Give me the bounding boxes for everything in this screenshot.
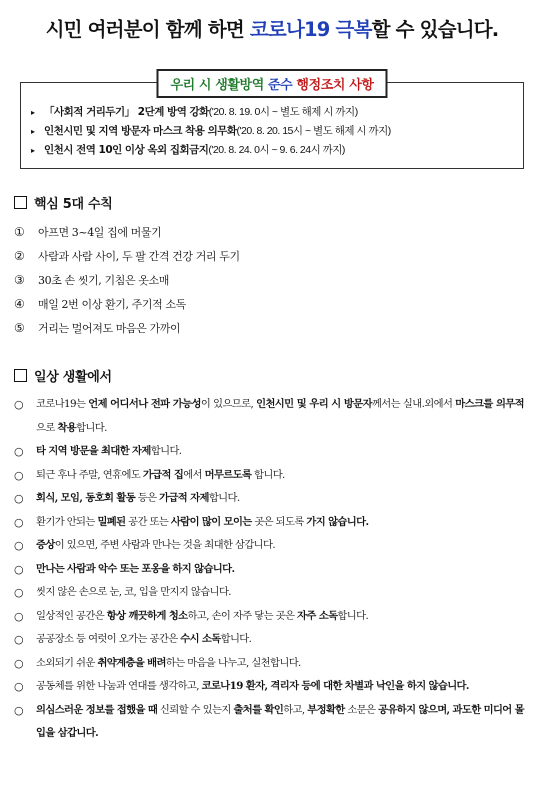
- daily-rule-text: [36, 558, 524, 582]
- text-segment: 등은: [135, 492, 160, 504]
- daily-life-list: [14, 393, 530, 746]
- text-segment: 타 지역 방문을 최대한 자제: [36, 445, 151, 457]
- text-segment: 환기가 안되는: [36, 515, 98, 528]
- text-segment: 착용: [57, 421, 77, 434]
- daily-rule-text: [36, 534, 524, 558]
- administrative-order-item: [31, 103, 513, 122]
- text-segment: 회식, 모임, 동호회 활동: [36, 492, 136, 504]
- text-segment: 이 있으면,: [54, 539, 101, 551]
- text-segment: 수시 소독: [180, 633, 221, 645]
- daily-rule-item: [14, 699, 530, 746]
- core-rules-heading: [14, 193, 530, 212]
- core-rule-item: [14, 268, 530, 292]
- circle-bullet-icon: ○: [14, 515, 23, 529]
- text-segment: 씻지 않은 손으로 눈, 코, 입을 만지지 않습니다.: [36, 586, 231, 598]
- checkbox-square-icon: [14, 196, 27, 209]
- administrative-order-item: [31, 122, 513, 141]
- text-segment: 가지 않습니다.: [306, 515, 369, 528]
- text-segment: 신뢰할 수 있는지: [157, 703, 234, 716]
- text-segment: 코로나19는: [36, 398, 89, 410]
- daily-rule-text: [36, 440, 524, 464]
- circle-bullet-icon: ○: [14, 633, 23, 646]
- daily-rule-item: [14, 534, 530, 558]
- title-green: 우리 시 생활방역: [170, 78, 264, 93]
- circle-bullet-icon: ○: [14, 492, 23, 505]
- text-segment: 합니다.: [76, 421, 107, 434]
- daily-rule-item: [14, 464, 530, 488]
- text-segment: 인천시민 및 우리 시 방문자: [256, 398, 372, 410]
- text-segment: 퇴근 후나 주말, 연휴에도: [36, 468, 143, 481]
- text-segment: 소외되기 쉬운: [36, 656, 98, 669]
- daily-rule-item: [14, 558, 530, 582]
- daily-rule-text: [36, 464, 524, 488]
- circle-bullet-icon: ○: [14, 562, 23, 576]
- text-segment: 부정확한: [307, 703, 345, 716]
- circle-bullet-icon: ○: [14, 468, 23, 482]
- headline-highlight: 코로나19 극복: [249, 18, 372, 41]
- circle-bullet-icon: ○: [14, 656, 23, 670]
- rule-number: ②: [14, 249, 25, 263]
- circle-bullet-icon: ○: [14, 680, 23, 693]
- order-main: 인천시민 및 지역 방문자 마스크 착용 의무화: [44, 125, 237, 137]
- text-segment: 머무르도록: [204, 468, 252, 481]
- text-segment: 공공장소 등 여럿이 오가는 공간은: [36, 633, 181, 645]
- daily-rule-text: [36, 581, 524, 605]
- text-segment: 이 있으므로,: [200, 398, 257, 410]
- daily-rule-item: [14, 605, 530, 629]
- circle-bullet-icon: ○: [14, 586, 23, 599]
- circle-bullet-icon: ○: [14, 398, 23, 411]
- administrative-order-title: [156, 69, 387, 98]
- core-rules-title: 핵심 5대 수칙: [34, 197, 113, 212]
- core-rule-item: [14, 316, 530, 340]
- text-segment: 항상 깨끗하게 청소: [106, 609, 188, 622]
- circle-bullet-icon: ○: [14, 539, 23, 552]
- core-rule-item: [14, 244, 530, 268]
- daily-rule-item: [14, 675, 530, 699]
- daily-rule-text: [36, 699, 524, 746]
- text-segment: 으로: [36, 421, 58, 434]
- text-segment: 취약계층을 배려: [97, 656, 166, 669]
- daily-rule-text: [36, 487, 524, 511]
- text-segment: 공동체를 위한 나눔과 연대를 생각하고,: [36, 680, 202, 692]
- rule-text: 아프면 3~4일 집에 머물기: [38, 226, 162, 239]
- text-segment: 하는 마음을 나누고, 실천합니다.: [165, 656, 301, 669]
- circle-bullet-icon: ○: [14, 703, 23, 717]
- order-period: ('20. 8. 19. 0시 ~ 별도 해제 시 까지): [208, 106, 358, 118]
- notice-document: [0, 14, 544, 787]
- daily-rule-text: [36, 652, 524, 676]
- daily-rule-text: [36, 675, 524, 699]
- daily-life-heading: [14, 366, 530, 385]
- daily-rule-text: [36, 511, 524, 535]
- text-segment: 합니다.: [337, 609, 369, 622]
- text-segment: 가급적 자제: [159, 492, 209, 504]
- checkbox-square-icon: [14, 369, 27, 382]
- text-segment: 코로나19 환자, 격리자 등에 대한 차별과 낙인을 하지 않습니다.: [201, 680, 469, 692]
- text-segment: 출처를 확인: [233, 703, 284, 716]
- text-segment: 가급적 집: [142, 468, 184, 481]
- text-segment: 에서: [183, 468, 205, 481]
- text-segment: 사람이 많이 모이는: [170, 515, 252, 528]
- daily-rule-item: [14, 393, 530, 440]
- headline: [14, 14, 530, 42]
- administrative-order-list: [31, 103, 513, 160]
- core-rule-item: [14, 292, 530, 316]
- daily-rule-item: [14, 440, 530, 464]
- rule-number: ⑤: [14, 321, 25, 335]
- text-segment: 하고,: [283, 703, 308, 716]
- daily-rule-text: [36, 605, 524, 629]
- rule-number: ③: [14, 273, 25, 287]
- title-blue: 준수: [263, 78, 297, 93]
- text-segment: 의심스러운 정보를 접했을 때: [36, 703, 158, 716]
- order-period: ('20. 8. 20. 15시 ~ 별도 해제 시 까지): [236, 125, 391, 137]
- text-segment: 주변 사람과 만나는 것을 최대한 삼갑니다.: [100, 539, 276, 551]
- administrative-order-box: [20, 78, 524, 169]
- daily-rule-text: [36, 393, 524, 440]
- daily-rule-item: [14, 511, 530, 535]
- core-rules-list: [14, 220, 530, 340]
- text-segment: 하고, 손이 자주 닿는 곳은: [187, 609, 298, 622]
- text-segment: 합니다.: [208, 492, 240, 504]
- rule-text: 사람과 사람 사이, 두 팔 간격 건강 거리 두기: [38, 250, 240, 263]
- rule-text: 30초 손 씻기, 기침은 옷소매: [38, 274, 169, 287]
- text-segment: 일상적인 공간은: [36, 609, 107, 622]
- circle-bullet-icon: ○: [14, 609, 23, 623]
- text-segment: 합니다.: [251, 468, 285, 481]
- order-main: 인천시 전역 10인 이상 옥외 집회금지: [44, 144, 209, 156]
- daily-rule-item: [14, 487, 530, 511]
- daily-rule-item: [14, 581, 530, 605]
- text-segment: 합니다.: [220, 633, 252, 645]
- text-segment: 께서는 실내.외에서: [371, 398, 456, 410]
- daily-life-title: 일상 생활에서: [34, 370, 112, 385]
- rule-number: ①: [14, 225, 25, 239]
- text-segment: 밀폐된: [97, 515, 126, 528]
- text-segment: 자주 소독: [297, 609, 338, 622]
- title-red: 행정조치 사항: [296, 78, 374, 93]
- rule-number: ④: [14, 297, 25, 311]
- text-segment: 증상: [36, 539, 55, 551]
- daily-rule-item: [14, 652, 530, 676]
- order-period: ('20. 8. 24. 0시 ~ 9. 6. 24시 까지): [208, 144, 345, 156]
- triangle-right-icon: ▸: [31, 127, 35, 136]
- circle-bullet-icon: ○: [14, 445, 23, 458]
- headline-part1: 시민 여러분이 함께 하면: [45, 18, 250, 41]
- rule-text: 매일 2번 이상 환기, 주기적 소독: [38, 298, 186, 311]
- daily-rule-item: [14, 628, 530, 652]
- text-segment: 만나는 사람과 악수 또는 포옹을 하지 않습니다.: [36, 562, 235, 575]
- text-segment: 언제 어디서나 전파 가능성: [88, 398, 201, 410]
- text-segment: 소문은: [344, 703, 379, 716]
- triangle-right-icon: ▸: [31, 146, 35, 155]
- text-segment: 공간 또는: [125, 515, 171, 528]
- triangle-right-icon: ▸: [31, 108, 35, 117]
- text-segment: 곳은 되도록: [251, 515, 307, 528]
- headline-part2: 할 수 있습니다.: [371, 18, 499, 41]
- rule-text: 거리는 멀어져도 마음은 가까이: [38, 322, 181, 335]
- text-segment: 합니다.: [150, 445, 182, 457]
- text-segment: 공유하지 않으며, 과도한 미디어 몰입을 삼갑니다.: [36, 703, 525, 739]
- text-segment: 마스크를 의무적: [455, 398, 524, 410]
- order-main: 「사회적 거리두기」 2단계 방역 강화: [44, 106, 209, 118]
- administrative-order-item: [31, 141, 513, 160]
- core-rule-item: [14, 220, 530, 244]
- daily-rule-text: [36, 628, 524, 652]
